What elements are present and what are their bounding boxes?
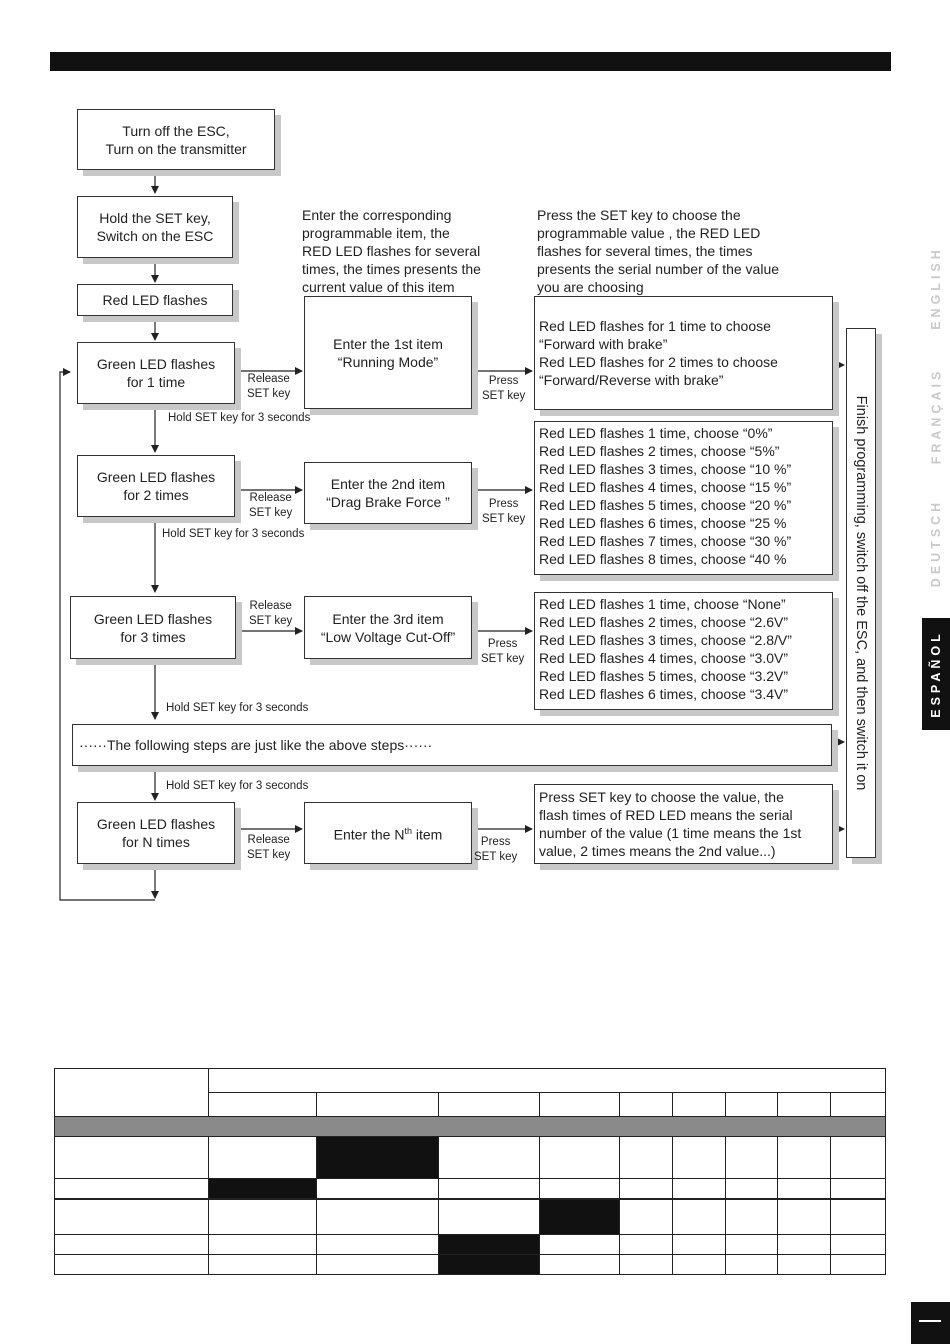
table-band-row [55,1117,886,1137]
settings-table [54,1068,886,1275]
page-marker [911,1302,950,1344]
hold-label-3: Hold SET key for 3 seconds [166,702,309,714]
table-header-cell [726,1093,778,1117]
table-header-cell [540,1093,620,1117]
green-led-box-1: Green LED flashes for 1 time [77,342,235,404]
table-header-cell [208,1093,316,1117]
table-row [55,1179,886,1199]
finish-programming-text: Finish programming, switch off the ESC, and then switch it on [853,395,869,791]
release-label-2: Release SET key [249,492,293,519]
table-header-cell [620,1093,673,1117]
tab-deutsch[interactable]: DEUTSCH [929,498,944,588]
release-label-1: Release SET key [247,373,291,400]
table-header-cell [673,1093,726,1117]
hold-label-2: Hold SET key for 3 seconds [162,528,305,540]
note-choose-value: Press the SET key to choose the programmable value , the RED LED flashes for several times, the times presents the serial number of the value you are choosing [537,207,780,295]
table-row [55,1235,886,1255]
tab-francais[interactable]: FRANÇAIS [929,367,943,465]
table-row [55,1137,886,1179]
table-header-cell [438,1093,540,1117]
finish-programming-box [846,328,876,858]
table-row [55,1199,886,1235]
step-red-led-box: Red LED flashes [77,284,233,316]
page-marker-dash [919,1320,941,1322]
item-box-n [304,802,472,864]
tab-english[interactable]: ENGLISH [929,246,943,330]
values-box-drag-brake: Red LED flashes 1 time, choose “0%” Red LED flashes 2 times, choose “5%” Red LED flashes 3 times, choose “10 %” Red LED flashes 4 times, choose “15 %” Red LED flashes 5 times, choose “20 %” Red LED flashes 6 times, choose “25 % Red LED flashes 7 times, choose “30 %” Red LED flashes 8 times, choose “40 % [534,421,833,575]
green-led-box-3: Green LED flashes for 3 times [70,596,236,659]
values-box-running-mode: Red LED flashes for 1 time to choose “Forward with brake” Red LED flashes for 2 times to choose “Forward/Reverse with brake” [534,296,833,410]
release-label-n: Release SET key [247,834,291,861]
note-enter-item: Enter the corresponding programmable item, the RED LED flashes for several times, the times presents the current value of this item [302,207,481,295]
hold-label-4: Hold SET key for 3 seconds [166,780,309,792]
table-header-cell [830,1093,885,1117]
table-cell-filled [438,1235,540,1255]
step-hold-set-box: Hold the SET key, Switch on the ESC [77,196,233,258]
values-box-low-voltage: Red LED flashes 1 time, choose “None” Red LED flashes 2 times, choose “2.6V” Red LED flashes 3 times, choose “2.8/V” Red LED flashes 4 times, choose “3.0V” Red LED flashes 5 times, choose “3.2V” Red LED flashes 6 times, choose “3.4V” [534,592,833,710]
item-box-3: Enter the 3rd item “Low Voltage Cut-Off” [304,596,472,659]
release-label-3: Release SET key [249,600,293,627]
green-led-box-2: Green LED flashes for 2 times [77,455,235,517]
item-box-1: Enter the 1st item “Running Mode” [304,296,472,409]
values-box-nth: Press SET key to choose the value, the flash times of RED LED means the serial number of the value (1 time means the 1st value, 2 times means the 2nd value...) [534,784,833,864]
green-led-box-n: Green LED flashes for N times [77,802,235,864]
item-box-2: Enter the 2nd item “Drag Brake Force ” [304,462,472,524]
press-label-2: Press SET key [482,498,526,525]
table-cell-filled [438,1255,540,1275]
table-row [55,1255,886,1275]
press-label-3: Press SET key [481,638,525,665]
hold-label-1: Hold SET key for 3 seconds [168,412,311,424]
table-header-cell [778,1093,831,1117]
table-cell-filled [208,1179,316,1199]
tab-espanol[interactable]: ESPAÑOL [922,618,950,730]
item-n-prefix: Enter the N [333,826,405,843]
table-header-cell [55,1069,209,1117]
press-label-1: Press SET key [482,375,526,402]
table-header-cell [208,1069,885,1093]
following-steps-box: ······The following steps are just like the above steps······ [72,724,832,766]
item-n-superscript: th [404,826,412,837]
table-header-cell [316,1093,438,1117]
table-cell-filled [316,1137,438,1179]
item-n-suffix: item [412,826,443,843]
table-cell-filled [540,1199,620,1235]
step-turn-off-box: Turn off the ESC, Turn on the transmitter [77,109,275,170]
press-label-n: Press SET key [474,836,518,863]
